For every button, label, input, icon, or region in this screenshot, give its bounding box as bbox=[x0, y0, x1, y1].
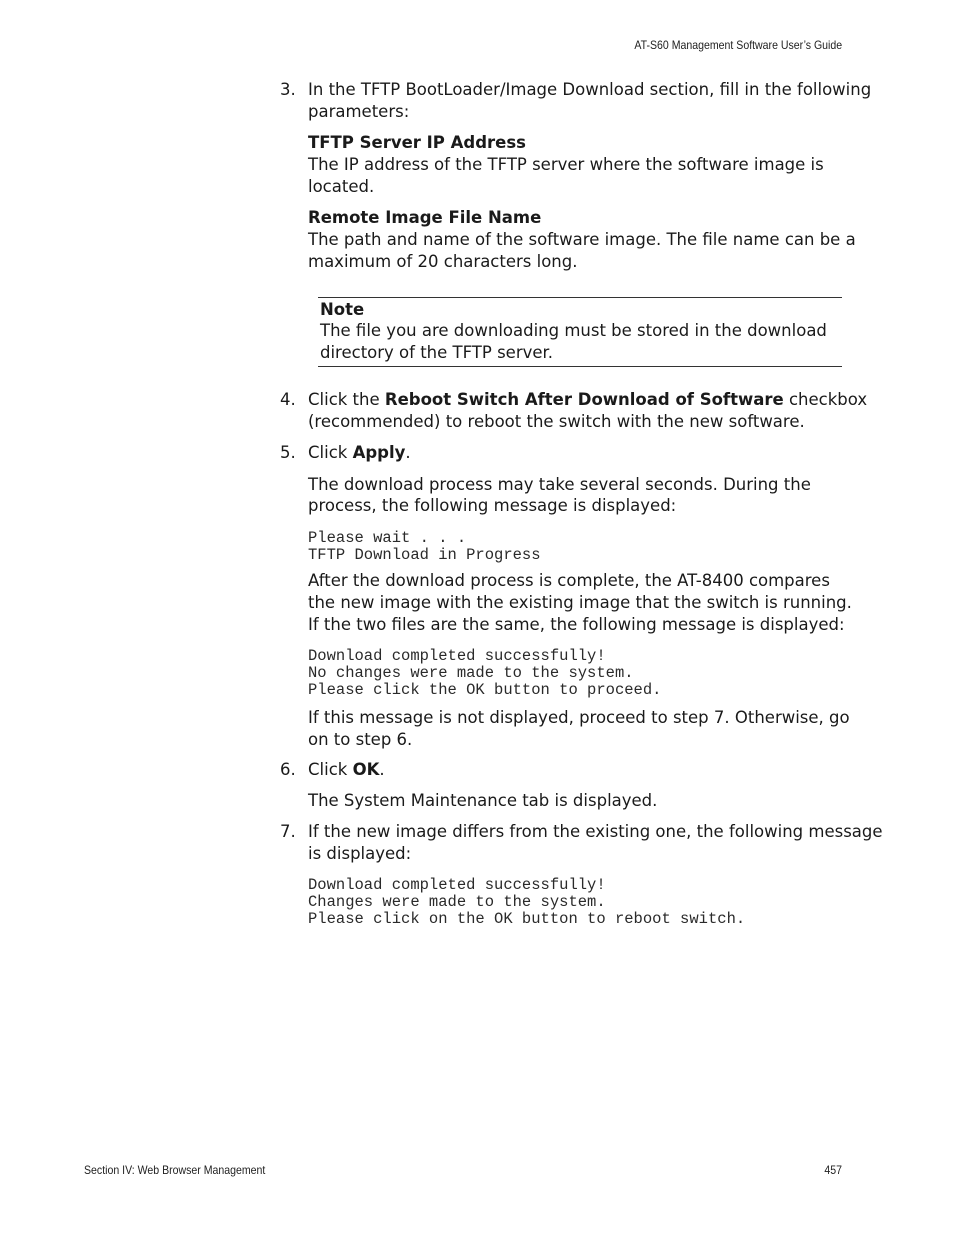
step-3-number: 3. bbox=[280, 80, 296, 99]
step-5-number: 5. bbox=[280, 443, 296, 462]
step-4-number: 4. bbox=[280, 390, 296, 409]
ok-label: OK bbox=[352, 760, 380, 779]
step-3-line-1: In the TFTP BootLoader/Image Download section, fill in the following bbox=[308, 80, 872, 99]
footer-section: Section IV: Web Browser Management bbox=[84, 1163, 266, 1177]
step-4-line-1: Click the Reboot Switch After Download of Software checkbox bbox=[308, 390, 868, 409]
step-6-number: 6. bbox=[280, 760, 296, 779]
step-7-number: 7. bbox=[280, 822, 296, 841]
remote-image-file-heading: Remote Image File Name bbox=[308, 208, 542, 227]
running-header: AT-S60 Management Software User’s Guide bbox=[634, 38, 842, 52]
message-wait-line-1: Please wait . . . bbox=[308, 529, 467, 547]
message-no-change-line-3: Please click the OK button to proceed. bbox=[308, 681, 662, 699]
step-5-para-1-line-1: The download process may take several seconds. During the bbox=[308, 475, 811, 494]
note-line-2: directory of the TFTP server. bbox=[320, 343, 554, 362]
step-5-line: Click Apply. bbox=[308, 443, 411, 462]
step-5-para-3-line-1: If this message is not displayed, proceed to step 7. Otherwise, go bbox=[308, 708, 850, 727]
step-7-line-2: is displayed: bbox=[308, 844, 412, 863]
step-4-line-2: (recommended) to reboot the switch with the new software. bbox=[308, 412, 805, 431]
step-5-para-2-line-3: If the two files are the same, the following message is displayed: bbox=[308, 615, 845, 634]
note-top-rule bbox=[318, 297, 842, 298]
step-5-para-2-line-1: After the download process is complete, the AT-8400 compares bbox=[308, 571, 830, 590]
step-6-para: The System Maintenance tab is displayed. bbox=[308, 791, 658, 810]
step-3-line-2: parameters: bbox=[308, 102, 410, 121]
step-7-line-1: If the new image differs from the existing one, the following message bbox=[308, 822, 883, 841]
message-no-change-line-2: No changes were made to the system. bbox=[308, 664, 634, 682]
message-no-change-line-1: Download completed successfully! bbox=[308, 647, 606, 665]
apply-label: Apply bbox=[352, 443, 406, 462]
step-6-line: Click OK. bbox=[308, 760, 385, 779]
tftp-server-ip-desc-1: The IP address of the TFTP server where the software image is bbox=[308, 155, 824, 174]
note-title: Note bbox=[320, 300, 365, 319]
note-bottom-rule bbox=[318, 366, 842, 367]
step-5-para-3-line-2: on to step 6. bbox=[308, 730, 413, 749]
message-changed-line-1: Download completed successfully! bbox=[308, 876, 606, 894]
note-line-1: The file you are downloading must be stored in the download bbox=[320, 321, 827, 340]
step-5-para-1-line-2: process, the following message is displayed: bbox=[308, 496, 677, 515]
message-changed-line-2: Changes were made to the system. bbox=[308, 893, 606, 911]
remote-image-file-desc-1: The path and name of the software image. The file name can be a bbox=[308, 230, 856, 249]
message-wait-line-2: TFTP Download in Progress bbox=[308, 546, 541, 564]
step-5-para-2-line-2: the new image with the existing image that the switch is running. bbox=[308, 593, 852, 612]
message-changed-line-3: Please click on the OK button to reboot switch. bbox=[308, 910, 746, 928]
remote-image-file-desc-2: maximum of 20 characters long. bbox=[308, 252, 578, 271]
tftp-server-ip-desc-2: located. bbox=[308, 177, 375, 196]
tftp-server-ip-heading: TFTP Server IP Address bbox=[308, 133, 526, 152]
page-number: 457 bbox=[824, 1163, 842, 1177]
reboot-switch-label: Reboot Switch After Download of Software bbox=[384, 390, 784, 409]
